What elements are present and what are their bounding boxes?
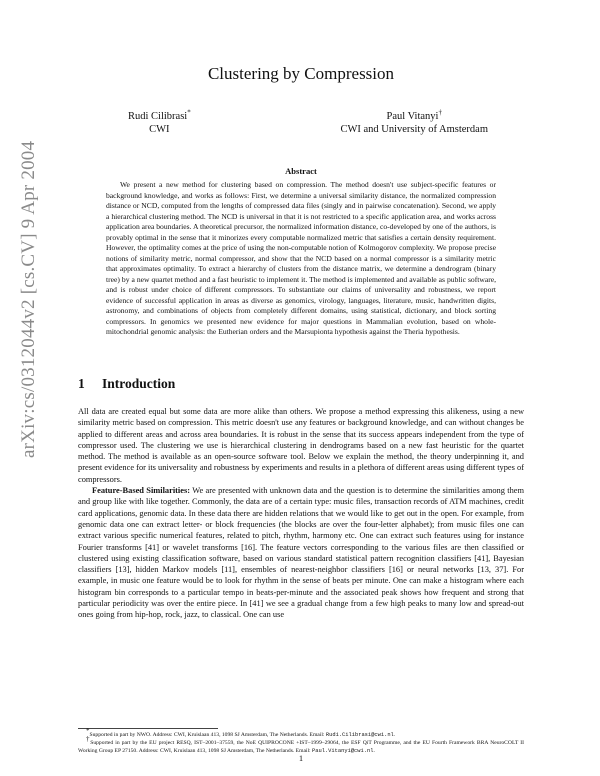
author-name: Paul Vitanyi (386, 111, 439, 122)
introduction-body (78, 406, 524, 621)
author-affiliation: CWI (149, 124, 170, 135)
abstract-heading: Abstract (285, 166, 317, 176)
footnote-mark: † (86, 735, 91, 744)
abstract-text: We present a new method for clustering based on compression. The method doesn't use subject-specific features or background knowledge, and works as follows: First, we determine a universal similarity distance, the normalized compression distance or NCD, computed from the lengths of compressed data files (singly and in pairwise concatenation). Second, we apply a hierarchical clustering method. The NCD is universal in that it is not restricted to a specific application area, and works across application area boundaries. A theoretical precursor, the normalized information distance, co-developed by one of the authors, is provably optimal in the sense that it minorizes every computable normalized metric that satisfies a certain density requirement. However, the optimality comes at the price of using the non-computable notion of Kolmogorov complexity. We propose precise notions of similarity metric, normal compressor, and show that the NCD based on a normal compressor is a similarity metric that approximates optimality. To extract a hierarchy of clusters from the distance matrix, we determine a dendrogram (binary tree) by a new quartet method and a fast heuristic to implement it. The method is implemented and available as public software, and is robust under choice of different compressors. To substantiate our claims of universality and robustness, we report evidence of successful application in areas as diverse as genomics, virology, languages, literature, music, handwritten digits, astronomy, and combinations of objects from completely different domains, using statistical, dictionary, and block sorting compressors. In genomics we presented new evidence for major questions in Mammalian evolution, based on whole-mitochondrial genomic analysis: the Eutherian orders and the Marsupionta hypothesis against the Theria hypothesis. (106, 180, 496, 336)
paper-title: Clustering by Compression (207, 64, 395, 83)
section-number: 1 (78, 376, 85, 391)
footnote-divider (78, 728, 218, 729)
footnote-email[interactable]: Paul.Vitanyi@cwi.nl (312, 748, 374, 754)
author-name: Rudi Cilibrasi (128, 111, 188, 122)
runin-heading: Feature-Based Similarities: (92, 486, 191, 496)
footnote-text: Supported in part by NWO. Address: CWI, Kruislaan 413, 1098 SJ Amsterdam, The Netherlands. Email: (89, 732, 325, 738)
footnote-end: . (393, 732, 396, 738)
intro-paragraph (78, 485, 524, 621)
author-vitanyi (340, 110, 488, 136)
paragraph-text: We are presented with unknown data and the question is to determine the similarities among them and group like with like together. Commonly, the data are of a certain type: music files, transaction records of ATM machines, credit card applications, genomic data. In these data there are hidden relations that we would like to get out in the open. For example, from genomic data one can extract letter- or block frequencies (the blocks are over the four-letter alphabet); from music files one can extract various specific numerical features, related to pitch, rhythm, harmony etc. One can extract such features using for instance Fourier transforms [41] or wavelet transforms [16]. The feature vectors corresponding to the various files are then classified or clustered using existing classification software, based on various standard statistical pattern recognition classifiers [41], Bayesian classifiers [13], hidden Markov models [11], ensembles of nearest-neighbor classifiers [16] or neural networks [13, 37]. For example, in music one feature would be to look for rhythm in the sense of beats per minute. One can make a histogram where each histogram bin corresponds to a particular tempo in beats-per-minute and the associated peak shows how frequent and strong that particular periodicity was over the entire piece. In [41] we see a gradual change from a few high peaks to many low and spread-out ones going from hip-hop, rock, jazz, to classical. One can use (78, 486, 524, 620)
footnote-mark: † (438, 108, 442, 117)
footnote-email[interactable]: Rudi.Cilibrasi@cwi.nl (325, 732, 394, 738)
arxiv-identifier: arXiv:cs/0312044v2 [cs.CV] 9 Apr 2004 (18, 140, 39, 458)
page-number: 1 (298, 753, 304, 763)
footnotes (78, 727, 524, 755)
footnote-mark: * (187, 108, 191, 117)
section-heading (78, 376, 175, 392)
footnote-end: . (373, 748, 375, 754)
author-cilibrasi (128, 110, 191, 136)
author-affiliation: CWI and University of Amsterdam (340, 124, 488, 135)
footnote (78, 727, 524, 739)
author-block (128, 110, 488, 136)
intro-paragraph: All data are created equal but some data are more alike than others. We propose a method expressing this alikeness, using a new similarity metric based on compression. This metric doesn't use any features or background knowledge, and can without changes be applied to different areas and across area boundaries. It is robust in the sense that its success appears independent from the type of compressor used. The clustering we use is hierarchical clustering in dendrograms based on a new fast heuristic for the quartet method. The method is available as an open-source software tool. Below we explain the method, the theory underpinning it, and present evidence for its universality and robustness by experiments and results in a plethora of different areas using different types of compressors. (78, 407, 524, 484)
footnote-mark: * (86, 727, 90, 736)
section-title: Introduction (102, 376, 176, 391)
footnote-text: Supported in part by the EU project RESQ, IST–2001–37559, the NoE QUIPROCONE +IST–1999–29064, the ESF QiT Programme, and the EU Fourth Framework BRA NeuroCOLT II Working Group EP 27150. Address: CWI, Kruislaan 413, 1098 SJ Amsterdam, The Netherlands. Email: (78, 740, 524, 754)
